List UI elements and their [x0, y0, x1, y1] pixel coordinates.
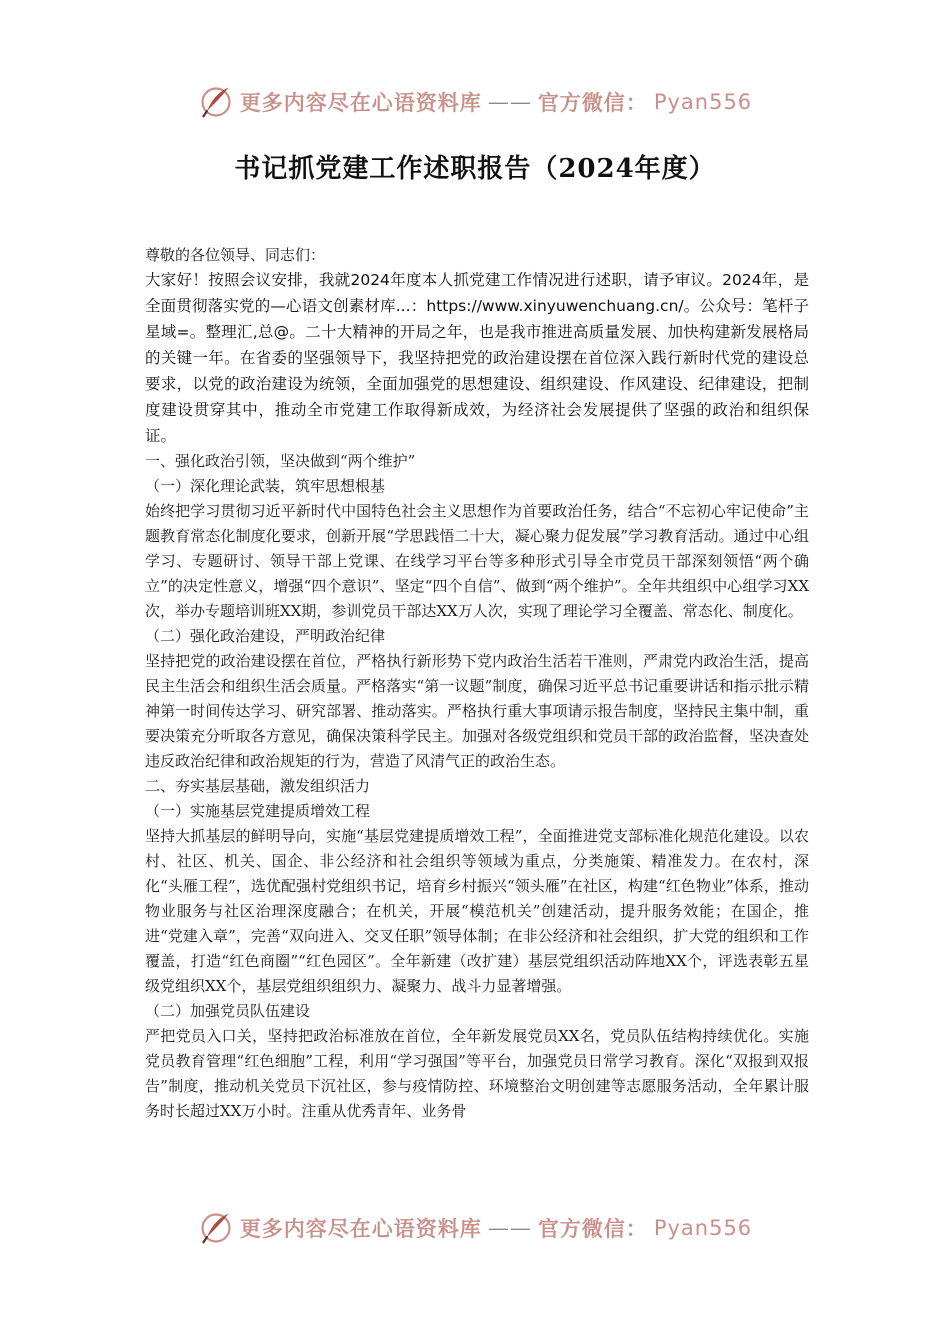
- quill-pen-logo-icon: [198, 84, 234, 120]
- banner-text: 更多内容尽在心语资料库: [239, 90, 482, 115]
- banner-wechat-id: Pyan556: [653, 90, 753, 114]
- section-heading-2: 二、夯实基层基础，激发组织活力: [145, 777, 371, 795]
- subsection-heading-2-2: （二）加强党员队伍建设: [145, 1002, 311, 1020]
- section-heading-1: 一、强化政治引领，坚决做到“两个维护”: [145, 452, 416, 470]
- banner-wechat-label: 官方微信：: [537, 1216, 648, 1241]
- header-banner: [0, 84, 950, 120]
- subsection-heading-1-2: （二）强化政治建设，严明政治纪律: [145, 627, 386, 645]
- document-title: 书记抓党建工作述职报告（2024年度）: [234, 154, 716, 184]
- paragraph-1-2: 坚持把党的政治建设摆在首位，严格执行新形势下党内政治生活若干准则，严肃党内政治生活，提高民主生活会和组织生活会质量。严格落实“第一议题”制度，确保习近平总书记重要讲话和指示批示精神第一时间传达学习、研究部署、推动落实。严格执行重大事项请示报告制度，坚持民主集中制，重要决策充分听取各方意见，确保决策科学民主。加强对各级党组织和党员干部的政治监督，坚决查处违反政治纪律和政治规矩的行为，营造了风清气正的政治生态。: [145, 652, 809, 770]
- quill-pen-logo-icon: [198, 1210, 234, 1246]
- paragraph-2-1: 坚持大抓基层的鲜明导向，实施“基层党建提质增效工程”，全面推进党支部标准化规范化建设。以农村、社区、机关、国企、非公经济和社会组织等领域为重点，分类施策、精准发力。在农村，深化“头雁工程”，选优配强村党组织书记，培育乡村振兴“领头雁”在社区，构建“红色物业”体系，推动物业服务与社区治理深度融合；在机关，开展“模范机关”创建活动，提升服务效能；在国企，推进“党建入章”，完善“双向进入、交叉任职”领导体制；在非公经济和社会组织，扩大党的组织和工作覆盖，打造“红色商圈”“红色园区”。全年新建（改扩建）基层党组织活动阵地XX个，评选表彰五星级党组织XX个，基层党组织组织力、凝聚力、战斗力显著增强。: [145, 827, 809, 995]
- paragraph-1-1: 始终把学习贯彻习近平新时代中国特色社会主义思想作为首要政治任务，结合“不忘初心牢记使命”主题教育常态化制度化要求，创新开展“学思践悟二十大，凝心聚力促发展”学习教育活动。通过中心组学习、专题研讨、领导干部上党课、在线学习平台等多种形式引导全市党员干部深刻领悟“两个确立”的决定性意义，增强“四个意识”、坚定“四个自信”、做到“两个维护”。全年共组织中心组学习XX次，举办专题培训班XX期，参训党员干部达XX万人次，实现了理论学习全覆盖、常态化、制度化。: [145, 502, 809, 620]
- footer-banner: [0, 1210, 950, 1246]
- subsection-heading-1-1: （一）深化理论武装，筑牢思想根基: [145, 477, 386, 495]
- banner-wechat-label: 官方微信：: [537, 90, 648, 115]
- banner-wechat-id: Pyan556: [653, 1216, 753, 1240]
- banner-text: 更多内容尽在心语资料库: [239, 1216, 482, 1241]
- greeting: 尊敬的各位领导、同志们：: [145, 246, 326, 264]
- document-body: [145, 243, 809, 1124]
- subsection-heading-2-1: （一）实施基层党建提质增效工程: [145, 802, 371, 820]
- banner-dash: ——: [487, 90, 532, 114]
- intro-paragraph: 大家好！按照会议安排，我就2024年度本人抓党建工作情况进行述职，请予审议。2024年，是全面贯彻落实党的—心语文创素材库...：https://www.xinyuwenchuang.cn/。公众号：笔杆子星域=。整理汇,总@。二十大精神的开局之年，也是我市推进高质量发展、加快构建新发展格局的关键一年。在省委的坚强领导下，我坚持把党的政治建设摆在首位深入践行新时代党的建设总要求，以党的政治建设为统领，全面加强党的思想建设、组织建设、作风建设、纪律建设，把制度建设贯穿其中，推动全市党建工作取得新成效，为经济社会发展提供了坚强的政治和组织保证。: [145, 271, 809, 445]
- paragraph-2-2: 严把党员入口关，坚持把政治标准放在首位，全年新发展党员XX名，党员队伍结构持续优化。实施党员教育管理“红色细胞”工程，利用“学习强国”等平台，加强党员日常学习教育。深化“双报到双报告”制度，推动机关党员下沉社区，参与疫情防控、环境整治文明创建等志愿服务活动，全年累计服务时长超过XX万小时。注重从优秀青年、业务骨: [145, 1027, 809, 1120]
- banner-dash: ——: [487, 1216, 532, 1240]
